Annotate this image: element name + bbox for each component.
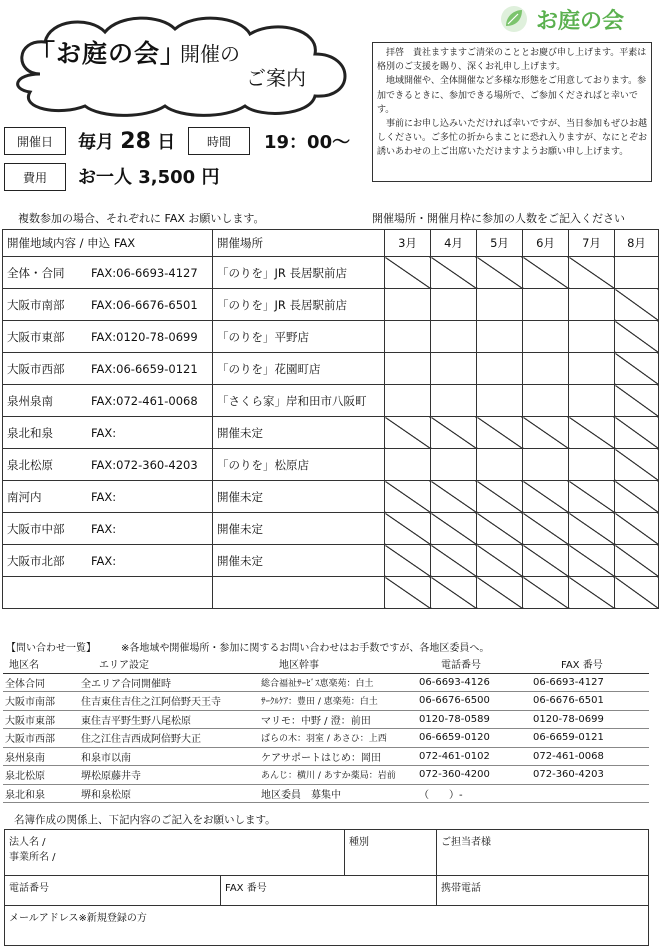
form-note: 名簿作成の関係上、下記内容のご記入をお願いします。	[14, 814, 276, 826]
area-name: 大阪市西部	[7, 361, 65, 376]
area-name: 全体・合同	[7, 265, 65, 280]
month-cell-unavailable	[431, 577, 477, 609]
date-suffix: 日	[157, 132, 176, 153]
area-fax: FAX:0120-78-0699	[91, 329, 198, 344]
contacts-row	[3, 784, 649, 803]
fee-value: お一人 3,500 円	[78, 167, 220, 188]
month-cell-unavailable	[569, 257, 615, 289]
area-fax: FAX:072-360-4203	[91, 457, 198, 472]
contacts-header-cell: FAX 番号	[531, 655, 649, 673]
schedule-row	[3, 449, 659, 481]
month-cell-input[interactable]	[431, 289, 477, 321]
month-cell-input[interactable]	[477, 385, 523, 417]
contacts-cell: 大阪市東部	[3, 710, 79, 729]
contact-person-label: ご担当者様	[441, 837, 491, 848]
contacts-title: 【問い合わせ一覧】 ※各地域や開催場所・参加に関するお問い合わせはお手数ですが、各地区委員へ。	[6, 643, 490, 654]
area-cell	[3, 417, 213, 449]
schedule-row	[3, 321, 659, 353]
month-cell-unavailable	[431, 545, 477, 577]
month-cell-input[interactable]	[523, 385, 569, 417]
phone-field[interactable]	[5, 876, 221, 906]
month-cell-unavailable	[477, 257, 523, 289]
area-cell	[3, 353, 213, 385]
contacts-row	[3, 673, 649, 692]
month-cell-input[interactable]	[569, 353, 615, 385]
registration-form	[4, 829, 649, 946]
contacts-cell: 和泉市以南	[79, 747, 259, 766]
month-cell-unavailable	[615, 577, 659, 609]
area-fax: FAX:	[91, 489, 117, 504]
contacts-cell: 全体合同	[3, 673, 79, 692]
month-cell-unavailable	[477, 481, 523, 513]
contacts-cell: 泉州泉南	[3, 747, 79, 766]
email-label: メールアドレス※新規登録の方	[9, 913, 147, 924]
contacts-cell: 072-360-4200	[417, 766, 531, 785]
month-cell-unavailable	[477, 545, 523, 577]
month-cell-input[interactable]	[431, 385, 477, 417]
contacts-row	[3, 766, 649, 785]
contacts-row	[3, 710, 649, 729]
contacts-cell: マリモ：中野 / 澄：前田	[259, 710, 417, 729]
area-name: 大阪市中部	[7, 521, 65, 536]
title-sub1: 開催の	[180, 42, 240, 66]
venue-cell: 開催未定	[213, 513, 385, 545]
contacts-cell: 総合福祉ｻｰﾋﾞｽ恵楽苑：白土	[259, 673, 417, 692]
month-cell-unavailable	[385, 257, 431, 289]
schedule-row	[3, 513, 659, 545]
area-cell	[3, 257, 213, 289]
schedule-row	[3, 417, 659, 449]
area-cell	[3, 289, 213, 321]
month-cell-unavailable	[615, 417, 659, 449]
contacts-cell: 072-461-0068	[531, 747, 649, 766]
contacts-cell: （ ）-	[417, 784, 531, 803]
month-cell-input[interactable]	[477, 289, 523, 321]
contacts-cell: 住之江住吉西成阿倍野大正	[79, 729, 259, 748]
date-prefix: 毎月	[78, 132, 114, 153]
contact-person-field[interactable]	[437, 830, 649, 876]
schedule-row	[3, 481, 659, 513]
fax-label: FAX 番号	[225, 883, 267, 894]
month-cell-input[interactable]	[385, 385, 431, 417]
month-cell-unavailable	[569, 513, 615, 545]
venue-cell: 「さくら家」岸和田市八阪町	[213, 385, 385, 417]
date-day: 28	[120, 129, 151, 154]
venue-cell: 「のりを」JR 長居駅前店	[213, 289, 385, 321]
month-cell-input[interactable]	[523, 321, 569, 353]
month-cell-input[interactable]	[523, 449, 569, 481]
schedule-row	[3, 545, 659, 577]
contacts-cell: 泉北松原	[3, 766, 79, 785]
contacts-row	[3, 747, 649, 766]
area-name: 大阪市東部	[7, 329, 65, 344]
contacts-cell: 地区委員 募集中	[259, 784, 417, 803]
venue-cell: 開催未定	[213, 481, 385, 513]
month-cell-input[interactable]	[523, 353, 569, 385]
contacts-cell: 0120-78-0589	[417, 710, 531, 729]
contacts-table	[3, 655, 649, 803]
contacts-cell: 堺和泉松原	[79, 784, 259, 803]
fee-label: 費用	[4, 163, 66, 191]
venue-cell	[213, 577, 385, 609]
schedule-header-row	[3, 230, 659, 257]
contacts-cell: 堺松原藤井寺	[79, 766, 259, 785]
contacts-row	[3, 729, 649, 748]
contacts-cell	[531, 784, 649, 803]
phone-label: 電話番号	[9, 883, 49, 894]
month-cell-input[interactable]	[385, 353, 431, 385]
month-cell-unavailable	[615, 513, 659, 545]
type-label: 種別	[349, 837, 369, 848]
leaf-logo-icon	[496, 4, 532, 34]
area-fax: FAX:06-6693-4127	[91, 265, 198, 280]
month-cell-input[interactable]	[569, 449, 615, 481]
month-cell-unavailable	[431, 481, 477, 513]
time-label: 時間	[188, 127, 250, 155]
month-cell-input[interactable]	[385, 321, 431, 353]
venue-cell: 「のりを」花園町店	[213, 353, 385, 385]
month-cell-input[interactable]	[431, 321, 477, 353]
fax-field[interactable]	[221, 876, 437, 906]
date-label: 開催日	[4, 127, 66, 155]
area-name: 大阪市北部	[7, 553, 65, 568]
contacts-row	[3, 692, 649, 711]
schedule-row	[3, 385, 659, 417]
venue-cell: 開催未定	[213, 545, 385, 577]
month-cell-input[interactable]	[477, 353, 523, 385]
schedule-row	[3, 577, 659, 609]
date-value	[78, 128, 175, 154]
month-cell-unavailable	[569, 417, 615, 449]
month-cell-unavailable	[569, 577, 615, 609]
area-fax: FAX:06-6676-6501	[91, 297, 198, 312]
venue-cell: 「のりを」松原店	[213, 449, 385, 481]
title-sub2: ご案内	[246, 66, 306, 90]
type-field[interactable]	[345, 830, 437, 876]
area-name: 南河内	[7, 489, 42, 504]
logo-text: お庭の会	[536, 9, 625, 34]
multi-participation-note: 複数参加の場合、それぞれに FAX お願いします。	[18, 212, 265, 225]
month-cell-unavailable	[477, 417, 523, 449]
office-name-label: 事業所名 /	[9, 852, 56, 863]
contacts-header-row	[3, 655, 649, 673]
month-cell-unavailable	[431, 513, 477, 545]
contacts-cell: 06-6659-0120	[417, 729, 531, 748]
month-cell-input[interactable]	[431, 353, 477, 385]
contacts-cell: 大阪市西部	[3, 729, 79, 748]
month-cell-unavailable	[523, 481, 569, 513]
fill-in-note: 開催場所・開催月枠に参加の人数をご記入ください	[372, 212, 625, 225]
venue-cell: 「のりを」平野店	[213, 321, 385, 353]
notice-paragraph: 拝啓 貴社ますますご清栄のこととお慶び申し上げます。平素は格別のご支援を賜り、深くお礼申し上げます。	[377, 48, 647, 73]
area-name: 泉北和泉	[7, 425, 53, 440]
month-cell-unavailable	[477, 513, 523, 545]
contacts-cell: 06-6676-6501	[531, 692, 649, 711]
contacts-cell: 全エリア合同開催時	[79, 673, 259, 692]
area-fax: FAX:	[91, 521, 117, 536]
contacts-cell: あんじ：横川 / あすか薬局：岩前	[259, 766, 417, 785]
corp-name-label: 法人名 /	[9, 837, 46, 848]
month-cell-unavailable	[431, 257, 477, 289]
month-cell-input[interactable]	[569, 321, 615, 353]
notice-paragraph: 事前にお申し込みいただければ幸いですが、当日参加もぜひお越しください。ご多忙の折からまことに恐れ入りますが、なにとぞお誘いあわせの上ご出席いただけますようお願い申し上げます。	[377, 119, 648, 158]
month-cell-input[interactable]	[477, 449, 523, 481]
month-cell-input[interactable]	[569, 385, 615, 417]
contacts-cell: 06-6676-6500	[417, 692, 531, 711]
month-cell-unavailable	[615, 289, 659, 321]
contacts-cell: 東住吉平野生野八尾松原	[79, 710, 259, 729]
contacts-cell: ｻｰｸﾙｹｱ：豊田 / 恵楽苑：白土	[259, 692, 417, 711]
contacts-cell: 072-360-4203	[531, 766, 649, 785]
area-column-header: 開催地域内容 / 申込 FAX	[3, 230, 213, 257]
month-cell-input[interactable]	[385, 449, 431, 481]
greeting-notice	[372, 42, 652, 182]
contacts-cell: 住吉東住吉住之江阿倍野天王寺	[79, 692, 259, 711]
month-cell-input[interactable]	[431, 449, 477, 481]
month-cell-input[interactable]	[385, 289, 431, 321]
month-header: 7月	[569, 230, 615, 257]
area-fax: FAX:	[91, 425, 117, 440]
venue-cell: 開催未定	[213, 417, 385, 449]
area-cell	[3, 449, 213, 481]
contacts-cell: 0120-78-0699	[531, 710, 649, 729]
schedule-row	[3, 289, 659, 321]
schedule-table	[2, 229, 659, 609]
contacts-header-cell: 地区名	[3, 655, 79, 673]
area-cell	[3, 385, 213, 417]
contacts-cell: ケアサポートはじめ：岡田	[259, 747, 417, 766]
month-cell-unavailable	[385, 513, 431, 545]
month-cell-unavailable	[569, 481, 615, 513]
month-cell-input[interactable]	[569, 289, 615, 321]
month-cell-unavailable	[523, 545, 569, 577]
contacts-header-cell: 電話番号	[417, 655, 531, 673]
month-header: 5月	[477, 230, 523, 257]
month-cell-unavailable	[615, 385, 659, 417]
area-cell	[3, 321, 213, 353]
mobile-field[interactable]	[437, 876, 649, 906]
area-fax: FAX:072-461-0068	[91, 393, 198, 408]
schedule-row	[3, 353, 659, 385]
month-header: 8月	[615, 230, 659, 257]
contacts-cell: 大阪市南部	[3, 692, 79, 711]
title-main: 「お庭の会」	[30, 39, 187, 68]
corp-name-field[interactable]	[5, 830, 345, 876]
mobile-label: 携帯電話	[441, 883, 481, 894]
notice-paragraph: 地域開催や、全体開催など多様な形態をご用意しております。参加できるときに、参加できる場所で、ご参加くださればと幸いです。	[377, 76, 647, 115]
contacts-header-cell: 地区幹事	[259, 655, 417, 673]
month-cell-unavailable	[523, 417, 569, 449]
month-cell-unavailable	[523, 257, 569, 289]
month-cell-input[interactable]	[523, 289, 569, 321]
time-value: 19：00～	[264, 132, 351, 153]
month-cell-unavailable	[385, 417, 431, 449]
area-name: 泉州泉南	[7, 393, 53, 408]
month-cell-input[interactable]	[477, 321, 523, 353]
month-cell-unavailable	[385, 577, 431, 609]
month-cell-unavailable	[615, 353, 659, 385]
contacts-cell: 06-6659-0121	[531, 729, 649, 748]
month-cell-unavailable	[615, 321, 659, 353]
month-header: 3月	[385, 230, 431, 257]
area-fax: FAX:06-6659-0121	[91, 361, 198, 376]
month-header: 6月	[523, 230, 569, 257]
area-cell	[3, 513, 213, 545]
month-cell-unavailable	[385, 545, 431, 577]
area-name: 泉北松原	[7, 457, 53, 472]
month-cell-unavailable	[477, 577, 523, 609]
month-cell-input[interactable]	[615, 257, 659, 289]
month-cell-unavailable	[431, 417, 477, 449]
area-cell	[3, 545, 213, 577]
venue-column-header: 開催場所	[213, 230, 385, 257]
contacts-cell: 泉北和泉	[3, 784, 79, 803]
month-cell-unavailable	[569, 545, 615, 577]
month-cell-unavailable	[523, 513, 569, 545]
month-cell-unavailable	[615, 481, 659, 513]
area-cell	[3, 481, 213, 513]
contacts-cell: ぱらの木：羽室 / あさひ：上西	[259, 729, 417, 748]
venue-cell: 「のりを」JR 長居駅前店	[213, 257, 385, 289]
month-cell-unavailable	[523, 577, 569, 609]
contacts-cell: 06-6693-4126	[417, 673, 531, 692]
schedule-row	[3, 257, 659, 289]
month-cell-unavailable	[385, 481, 431, 513]
area-cell	[3, 577, 213, 609]
email-field[interactable]	[5, 906, 649, 946]
month-cell-unavailable	[615, 449, 659, 481]
contacts-header-cell: エリア設定	[79, 655, 259, 673]
month-cell-unavailable	[615, 545, 659, 577]
contacts-cell: 06-6693-4127	[531, 673, 649, 692]
area-name: 大阪市南部	[7, 297, 65, 312]
contacts-cell: 072-461-0102	[417, 747, 531, 766]
area-fax: FAX:	[91, 553, 117, 568]
month-header: 4月	[431, 230, 477, 257]
